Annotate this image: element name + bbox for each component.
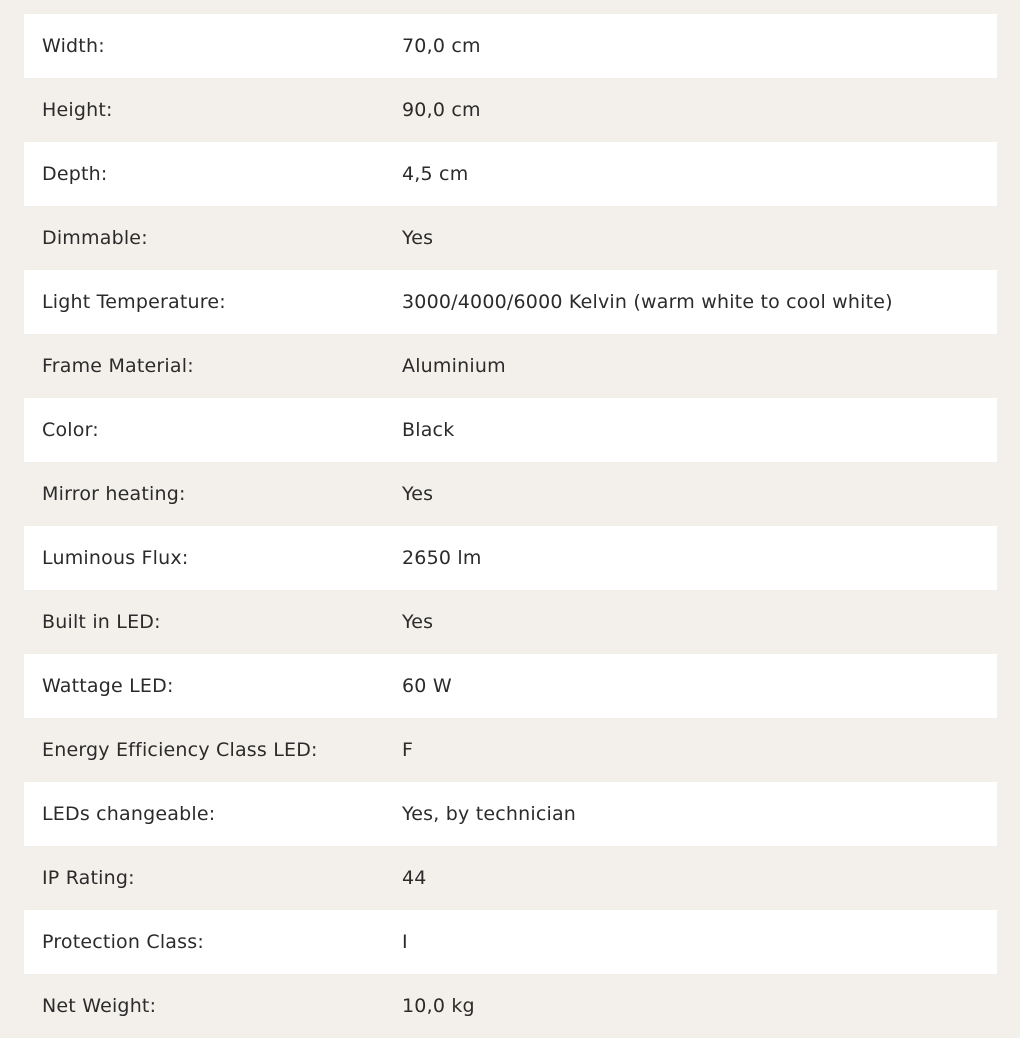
spec-value: 60 W (402, 675, 452, 697)
spec-row-built-in-led (24, 590, 997, 654)
spec-label: Built in LED: (42, 611, 161, 633)
specifications-table (24, 14, 997, 1038)
spec-row-color (24, 398, 997, 462)
spec-value: 90,0 cm (402, 99, 481, 121)
spec-value: Aluminium (402, 355, 506, 377)
spec-label: Wattage LED: (42, 675, 174, 697)
spec-label: Width: (42, 35, 105, 57)
spec-value: F (402, 739, 414, 761)
spec-row-depth (24, 142, 997, 206)
spec-row-net-weight (24, 974, 997, 1038)
spec-row-protection-class (24, 910, 997, 974)
spec-row-energy-efficiency-class (24, 718, 997, 782)
spec-value: 44 (402, 867, 427, 889)
spec-label: LEDs changeable: (42, 803, 216, 825)
spec-label: Dimmable: (42, 227, 148, 249)
spec-value: 2650 lm (402, 547, 482, 569)
spec-row-height (24, 78, 997, 142)
spec-value: Yes (402, 611, 434, 633)
spec-row-mirror-heating (24, 462, 997, 526)
spec-row-frame-material (24, 334, 997, 398)
spec-label: Light Temperature: (42, 291, 226, 313)
spec-label: Protection Class: (42, 931, 204, 953)
spec-value: 4,5 cm (402, 163, 469, 185)
spec-value: 3000/4000/6000 Kelvin (warm white to cool white) (402, 291, 893, 313)
spec-label: IP Rating: (42, 867, 135, 889)
spec-label: Height: (42, 99, 113, 121)
spec-label: Net Weight: (42, 995, 157, 1017)
spec-row-ip-rating (24, 846, 997, 910)
spec-label: Energy Efficiency Class LED: (42, 739, 318, 761)
spec-value: Yes (402, 227, 434, 249)
spec-row-luminous-flux (24, 526, 997, 590)
spec-row-light-temperature (24, 270, 997, 334)
spec-label: Luminous Flux: (42, 547, 189, 569)
spec-value: Yes (402, 483, 434, 505)
spec-value: Yes, by technician (402, 803, 577, 825)
spec-value: 10,0 kg (402, 995, 475, 1017)
spec-value: I (402, 931, 408, 953)
spec-value: Black (402, 419, 455, 441)
spec-value: 70,0 cm (402, 35, 481, 57)
spec-row-leds-changeable (24, 782, 997, 846)
spec-label: Mirror heating: (42, 483, 186, 505)
spec-label: Frame Material: (42, 355, 194, 377)
spec-label: Color: (42, 419, 99, 441)
spec-label: Depth: (42, 163, 108, 185)
spec-row-width (24, 14, 997, 78)
spec-row-dimmable (24, 206, 997, 270)
spec-row-wattage-led (24, 654, 997, 718)
